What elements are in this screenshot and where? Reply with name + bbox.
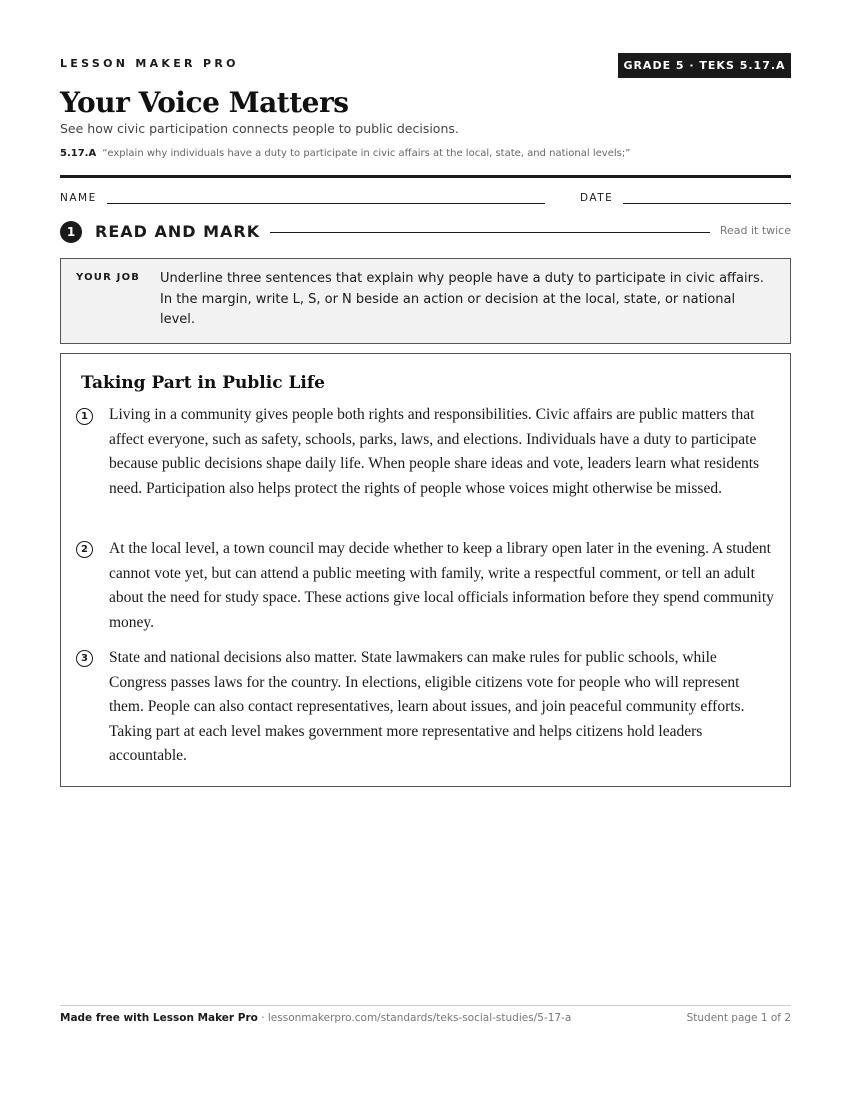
date-field-line[interactable] bbox=[623, 203, 791, 204]
worksheet-subtitle: See how civic participation connects people to public decisions. bbox=[60, 121, 459, 136]
reading-passage-box bbox=[60, 353, 791, 787]
worksheet-title: Your Voice Matters bbox=[60, 86, 349, 119]
section-title: READ AND MARK bbox=[95, 222, 261, 241]
job-label: YOUR JOB bbox=[76, 272, 141, 283]
paragraph-text: Living in a community gives people both rights and responsibilities. Civic affairs are public matters that affect everyone, such as safety, schools, parks, laws, and elections. Individuals have a duty to participate because public decisions shape daily life. When people share ideas and vote, leaders learn what residents need. Participation also helps protect the rights of people whose voices might otherwise be missed. bbox=[109, 406, 760, 497]
footer-divider bbox=[60, 1005, 791, 1006]
paragraph-number: 2 bbox=[76, 541, 93, 558]
paragraph-text: At the local level, a town council may decide whether to keep a library open later in the evening. A student cannot vote yet, but can attend a public meeting with family, write a respectful comment, or tell an adult about the need for study space. These actions give local officials information before they spend community money. bbox=[109, 540, 774, 631]
header-divider bbox=[60, 175, 791, 178]
worksheet-page bbox=[60, 0, 791, 1100]
job-instructions-box bbox=[60, 258, 791, 344]
footer-url[interactable]: lessonmakerpro.com/standards/teks-social-studies/5-17-a bbox=[267, 1012, 572, 1024]
reading-title: Taking Part in Public Life bbox=[81, 373, 326, 393]
standard-text: “explain why individuals have a duty to participate in civic affairs at the local, state, and national levels;” bbox=[102, 148, 631, 159]
paragraph-text: State and national decisions also matter. State lawmakers can make rules for public schools, while Congress passes laws for the country. In elections, eligible citizens vote for people who will represent them. People can also contact representatives, learn about issues, and join peaceful community efforts. Taking part at each level makes government more representative and helps citizens hold leaders accountable. bbox=[109, 649, 745, 765]
footer-credit bbox=[60, 1012, 571, 1024]
section-number-badge: 1 bbox=[60, 221, 82, 243]
footer-page-number: Student page 1 of 2 bbox=[686, 1012, 791, 1024]
standard-code: 5.17.A bbox=[60, 148, 97, 159]
name-label: NAME bbox=[60, 192, 97, 204]
footer-made-with: Made free with Lesson Maker Pro bbox=[60, 1012, 258, 1024]
date-label: DATE bbox=[580, 192, 614, 204]
brand-name: LESSON MAKER PRO bbox=[60, 57, 239, 70]
paragraph-number: 1 bbox=[76, 408, 93, 425]
standard-line bbox=[60, 148, 630, 159]
grade-standard-badge: GRADE 5 · TEKS 5.17.A bbox=[618, 53, 791, 78]
name-field-line[interactable] bbox=[107, 203, 545, 204]
section-note: Read it twice bbox=[719, 224, 791, 237]
paragraph-number: 3 bbox=[76, 650, 93, 667]
section-divider bbox=[270, 232, 710, 233]
job-text: Underline three sentences that explain why people have a duty to participate in civic affairs. In the margin, write L, S, or N beside an action or decision at the local, state, or national level. bbox=[160, 271, 764, 327]
footer-separator: · bbox=[257, 1012, 268, 1024]
